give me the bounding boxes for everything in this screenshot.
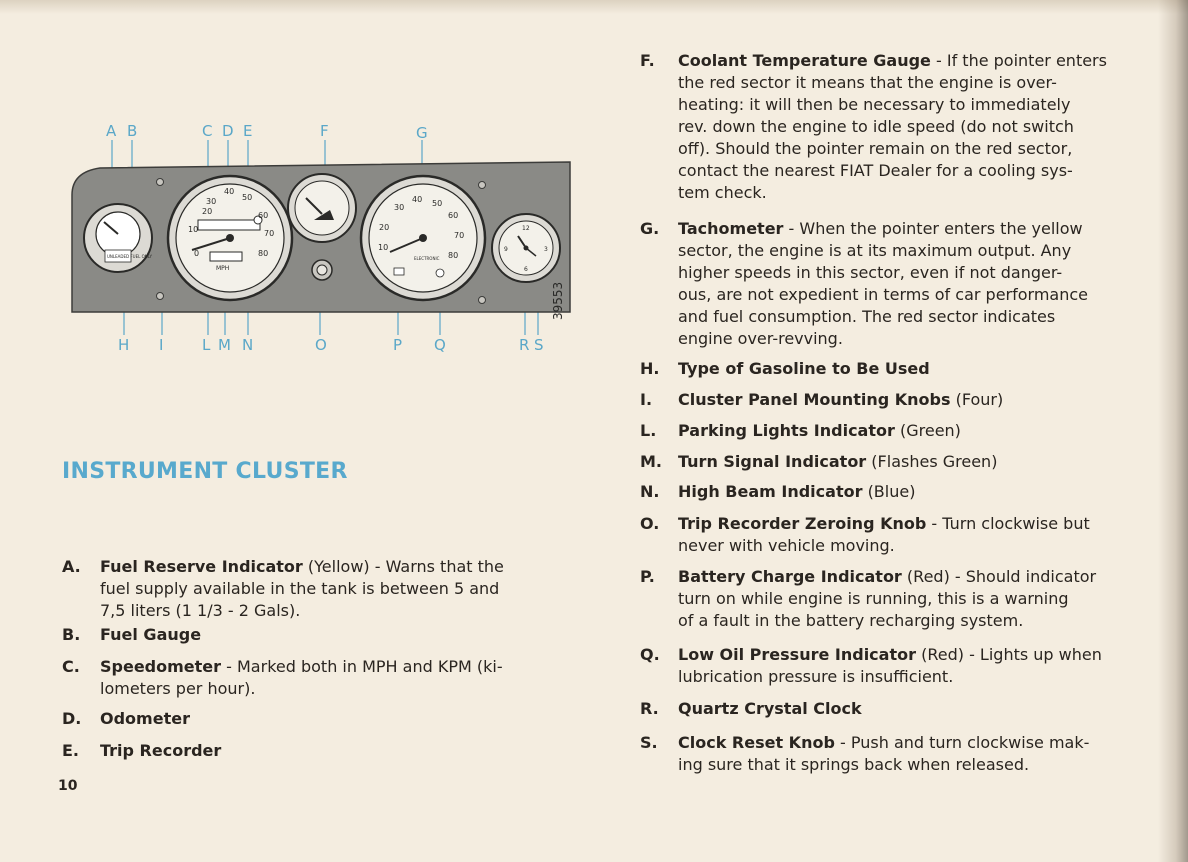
item-text: ous, are not expedient in terms of car performance: [678, 285, 1088, 304]
item-letter: H.: [640, 359, 660, 378]
callout-s: S: [534, 336, 544, 354]
item-letter: F.: [640, 51, 655, 70]
fuel-gauge-drawing: [84, 204, 152, 272]
tacho-number: 30: [394, 203, 405, 212]
item-text: 7,5 liters (1 1/3 - 2 Gals).: [100, 601, 301, 620]
fuel-type-label: UNLEADED FUEL ONLY: [107, 254, 152, 259]
callout-q: Q: [434, 336, 446, 354]
item-text: - Turn clockwise but: [931, 514, 1090, 533]
tacho-number: 70: [454, 231, 465, 240]
page-top-shadow: [0, 0, 1188, 14]
item-letter: B.: [62, 625, 81, 644]
item-letter: L.: [640, 421, 657, 440]
item-letter: E.: [62, 741, 80, 760]
item-term: High Beam Indicator: [678, 482, 863, 501]
item-letter: I.: [640, 390, 653, 409]
tacho-number: 80: [448, 251, 459, 260]
tacho-number: 50: [432, 199, 443, 208]
item-term: Fuel Gauge: [100, 625, 202, 644]
speedo-number: 0: [194, 249, 200, 258]
page-number: 10: [58, 778, 78, 794]
item-text: sector, the engine is at its maximum output. Any: [678, 241, 1072, 260]
callout-c: C: [202, 122, 213, 140]
item-text: tem check.: [678, 183, 767, 202]
item-text: (Yellow) - Warns that the: [307, 557, 504, 576]
item-letter: A.: [62, 557, 81, 576]
item-term: Fuel Reserve Indicator: [100, 557, 303, 576]
clock-number: 12: [522, 225, 530, 232]
callout-b: B: [127, 122, 138, 140]
item-term: Parking Lights Indicator: [678, 421, 895, 440]
item-term: Quartz Crystal Clock: [678, 699, 862, 718]
item-letter: P.: [640, 567, 655, 586]
callout-r: R: [519, 336, 530, 354]
speedo-number: 20: [202, 207, 213, 216]
clock-number: 9: [504, 246, 508, 253]
item-term: Cluster Panel Mounting Knobs: [678, 390, 951, 409]
item-letter: S.: [640, 733, 658, 752]
trip-knob-drawing: [312, 260, 332, 280]
speedo-number: 60: [258, 211, 269, 220]
item-text: never with vehicle moving.: [678, 536, 895, 555]
clock-number: 6: [524, 266, 528, 273]
item-text: (Flashes Green): [871, 452, 998, 471]
callout-n: N: [242, 336, 254, 354]
speedo-number: 30: [206, 197, 217, 206]
callout-h: H: [118, 336, 130, 354]
callout-i: I: [159, 336, 164, 354]
item-term: Battery Charge Indicator: [678, 567, 902, 586]
callout-p: P: [393, 336, 403, 354]
item-text: (Red) - Should indicator: [906, 567, 1097, 586]
item-text: heating: it will then be necessary to immediately: [678, 95, 1071, 114]
tachometer-drawing: [361, 176, 485, 300]
tacho-number: 40: [412, 195, 423, 204]
tacho-number: 60: [448, 211, 459, 220]
item-text: (Four): [955, 390, 1004, 409]
item-text: the red sector it means that the engine is over-: [678, 73, 1057, 92]
item-text: rev. down the engine to idle speed (do not switch: [678, 117, 1074, 136]
callout-o: O: [315, 336, 327, 354]
item-letter: D.: [62, 709, 82, 728]
item-text: lubrication pressure is insufficient.: [678, 667, 954, 686]
item-text: - Marked both in MPH and KPM (ki-: [226, 657, 503, 676]
item-text: and fuel consumption. The red sector indicates: [678, 307, 1056, 326]
speedo-number: 70: [264, 229, 275, 238]
item-text: (Green): [899, 421, 961, 440]
speedo-number: 80: [258, 249, 269, 258]
item-term: Clock Reset Knob: [678, 733, 835, 752]
callout-m: M: [218, 336, 231, 354]
item-term: Odometer: [100, 709, 190, 728]
item-text: contact the nearest FIAT Dealer for a cooling sys-: [678, 161, 1073, 180]
section-title: INSTRUMENT CLUSTER: [62, 459, 348, 484]
item-term: Trip Recorder Zeroing Knob: [678, 514, 927, 533]
item-text: higher speeds in this sector, even if not danger-: [678, 263, 1063, 282]
item-term: Coolant Temperature Gauge: [678, 51, 931, 70]
instrument-cluster-illustration: [60, 110, 580, 360]
callout-e: E: [243, 122, 253, 140]
callout-d: D: [222, 122, 234, 140]
tacho-number: 10: [378, 243, 389, 252]
item-text: - If the pointer enters: [936, 51, 1107, 70]
callout-f: F: [320, 122, 329, 140]
item-letter: O.: [640, 514, 660, 533]
item-text: turn on while engine is running, this is a warning: [678, 589, 1069, 608]
clock-number: 3: [544, 246, 548, 253]
page-binding-shadow: [1158, 0, 1188, 862]
item-text: engine over-revving.: [678, 329, 843, 348]
item-letter: Q.: [640, 645, 660, 664]
item-text: (Red) - Lights up when: [921, 645, 1102, 664]
item-text: (Blue): [867, 482, 916, 501]
item-text: off). Should the pointer remain on the red sector,: [678, 139, 1073, 158]
tacho-brand: ELECTRONIC: [414, 256, 440, 261]
tacho-number: 20: [379, 223, 390, 232]
speedo-number: 50: [242, 193, 253, 202]
item-term: Type of Gasoline to Be Used: [678, 359, 930, 378]
item-letter: R.: [640, 699, 659, 718]
item-text: - When the pointer enters the yellow: [788, 219, 1083, 238]
item-term: Tachometer: [678, 219, 784, 238]
item-term: Turn Signal Indicator: [678, 452, 867, 471]
figure-number: 39553: [551, 281, 565, 320]
callout-a: A: [106, 122, 117, 140]
item-text: lometers per hour).: [100, 679, 256, 698]
callout-g: G: [416, 124, 428, 142]
item-term: Low Oil Pressure Indicator: [678, 645, 916, 664]
item-letter: M.: [640, 452, 662, 471]
item-term: Trip Recorder: [100, 741, 222, 760]
callout-l: L: [202, 336, 211, 354]
item-letter: G.: [640, 219, 660, 238]
item-letter: N.: [640, 482, 660, 501]
item-term: Speedometer: [100, 657, 222, 676]
item-text: fuel supply available in the tank is between 5 and: [100, 579, 500, 598]
item-letter: C.: [62, 657, 80, 676]
item-text: of a fault in the battery recharging system.: [678, 611, 1024, 630]
speedo-number: 10: [188, 225, 199, 234]
coolant-gauge-drawing: [288, 174, 356, 242]
speedo-unit: MPH: [216, 265, 230, 272]
item-text: ing sure that it springs back when released.: [678, 755, 1030, 774]
item-text: - Push and turn clockwise mak-: [840, 733, 1090, 752]
instrument-cluster-diagram: [60, 110, 580, 360]
speedo-number: 40: [224, 187, 235, 196]
